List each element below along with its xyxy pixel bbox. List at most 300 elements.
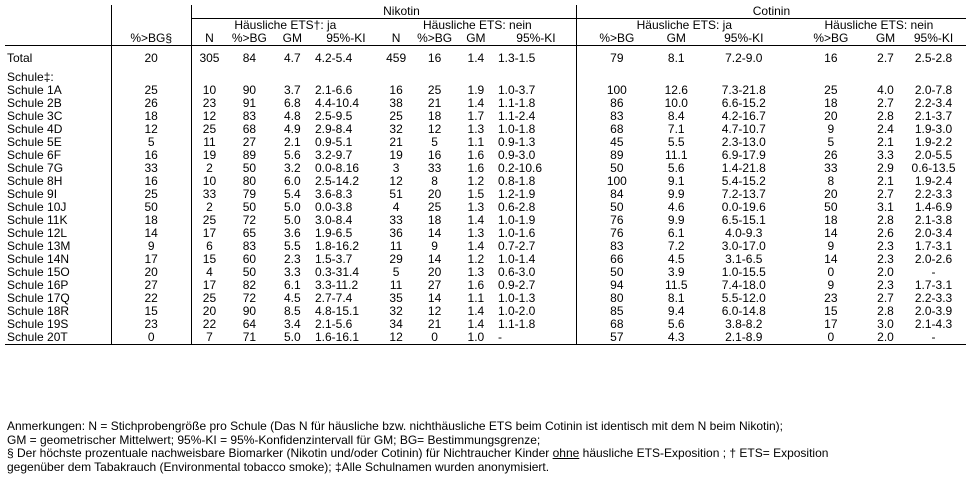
column-header: %>BG [227, 32, 272, 46]
row-label: Schule 18R [7, 304, 70, 318]
table-cell: 3.9 [667, 265, 685, 279]
table-cell: 72 [242, 291, 257, 305]
table-cell: 2.8 [877, 213, 894, 227]
table-cell: 3.1-6.5 [725, 252, 763, 266]
table-cell: 1.4 [467, 51, 485, 65]
table-cell: 1.6 [467, 161, 485, 175]
table-cell: 18 [824, 96, 838, 110]
note-line-3b: häusliche ETS-Exposition ; † ETS= Exposition [579, 446, 829, 460]
table-cell: 4.8-15.1 [314, 304, 360, 318]
table-cell: 14 [427, 252, 442, 266]
header-row-1 [5, 5, 966, 19]
table-cell: 2 [191, 162, 227, 175]
table-cell: 1.4-6.9 [914, 200, 953, 214]
table-cell: 3.2 [283, 161, 301, 175]
table-cell: 2.1 [283, 135, 301, 149]
table-cell: 2.4 [877, 122, 894, 136]
table-cell: 2.9 [877, 161, 894, 175]
column-header: GM [272, 32, 313, 46]
table-cell: 5.0 [283, 213, 301, 227]
table-cell: 4.7 [283, 51, 301, 65]
table-cell: 20 [111, 52, 191, 65]
table-cell: 83 [242, 239, 257, 253]
table-cell: 3.0 [877, 317, 894, 331]
table-cell: 7.2 [667, 239, 685, 253]
table-cell: 1.3 [467, 226, 485, 240]
table-cell: 83 [576, 240, 656, 253]
column-header: 95%-KI [901, 32, 966, 46]
table-cell: 6.8 [283, 96, 301, 110]
table-cell: 83 [242, 109, 257, 123]
table-cell: 33 [191, 188, 227, 201]
table-cell: 2.1-8.9 [696, 331, 792, 345]
table-cell: 34 [389, 317, 403, 331]
table-cell: 2.0-5.5 [914, 148, 953, 162]
table-cell: 0.0-8.16 [314, 161, 360, 175]
table-cell: 0.7-2.7 [497, 239, 536, 253]
table-cell: 5.5 [667, 135, 685, 149]
table-cell: 65 [242, 226, 257, 240]
table-cell: 10 [191, 84, 227, 97]
table-cell: 1.1-1.8 [497, 96, 536, 110]
table-cell: 2.7 [877, 187, 894, 201]
table-cell: 20 [111, 266, 191, 279]
table-cell: 0.9-2.7 [497, 278, 536, 292]
table-cell: 1.9-6.5 [314, 226, 353, 240]
table-cell: 82 [242, 278, 257, 292]
table-cell: 6.0-14.8 [721, 304, 766, 318]
cotinin-header [576, 5, 966, 19]
table-cell: 4.2-5.4 [314, 51, 353, 65]
table-cell: 0 [413, 331, 455, 345]
table-cell: 12 [427, 122, 442, 136]
table-cell: 1.0-2.0 [497, 304, 536, 318]
nikotin-header: Nikotin [383, 4, 420, 18]
table-cell: 9 [827, 278, 835, 292]
table-cell: 71 [227, 331, 272, 345]
table-cell: 86 [576, 97, 656, 110]
table-cell: 0.0-3.8 [314, 200, 353, 214]
row-label: Schule 2B [7, 96, 62, 110]
table-cell: 15 [111, 305, 191, 318]
cotinin-ja-header: Häusliche ETS: ja [576, 19, 791, 33]
table-cell: 20 [427, 187, 442, 201]
table-cell: 22 [111, 292, 191, 305]
table-cell: 1.0-15.5 [721, 265, 766, 279]
table-cell: 305 [191, 52, 227, 65]
table-cell: 14 [427, 291, 442, 305]
table-cell: 1.4 [467, 317, 485, 331]
row-label: Schule 11K [7, 213, 68, 227]
table-cell: 32 [389, 304, 403, 318]
table-cell: 2.8 [877, 304, 894, 318]
row-label: Schule 7G [7, 161, 64, 175]
column-header: %>BG [792, 32, 870, 46]
table-cell: 80 [576, 292, 656, 305]
table-cell: 12 [111, 123, 191, 136]
table-cell: 2.7 [877, 291, 894, 305]
table-cell: 45 [576, 136, 656, 149]
row-label: Schule 8H [7, 174, 63, 188]
table-cell: 1.7-3.1 [914, 278, 953, 292]
column-header: GM [870, 32, 901, 46]
table-cell: 18 [111, 110, 191, 123]
nikotin-nein-header: Häusliche ETS: nein [379, 19, 577, 33]
row-label: Schule 9I [7, 187, 58, 201]
table-cell: 14 [824, 226, 838, 240]
table-cell: 18 [824, 213, 838, 227]
table-cell: 1.5 [467, 187, 485, 201]
note-line-3 [7, 447, 967, 461]
table-cell: 1.0-1.9 [497, 213, 536, 227]
table-cell: 23 [111, 318, 191, 331]
row-label: Schule 16P [7, 278, 69, 292]
column-header: N [379, 32, 414, 46]
table-cell: 1.9-2.2 [914, 135, 953, 149]
table-cell: 1.2 [467, 252, 485, 266]
table-cell: 2.8 [877, 109, 894, 123]
table-cell: 5.6 [667, 161, 685, 175]
table-cell: 14 [427, 226, 442, 240]
schools-label: Schule‡: [7, 70, 54, 84]
table-cell: 6.1 [667, 226, 685, 240]
table-cell: 2.7-7.4 [314, 291, 353, 305]
table-cell: 17 [111, 253, 191, 266]
table-cell: 2.3 [877, 252, 894, 266]
table-cell: 1.1 [467, 291, 485, 305]
table-cell: 35 [389, 291, 403, 305]
table-cell: 5.4 [283, 187, 301, 201]
table-cell: 5.0 [283, 200, 301, 214]
table-cell: 3.6-8.3 [314, 187, 353, 201]
table-cell: 5 [111, 136, 191, 149]
table-cell: 2.2-3.3 [914, 291, 953, 305]
table-cell: 1.0-1.8 [497, 122, 536, 136]
table-cell: - [901, 331, 966, 345]
table-cell: 2.3 [877, 239, 894, 253]
table-cell: 76 [576, 214, 656, 227]
note-line-3a: § Der höchste prozentuale nachweisbare Biomarker (Nikotin und/oder Cotinin) für Nichtraucher Kinder [7, 446, 553, 460]
table-cell: 26 [111, 97, 191, 110]
table-cell: 10 [191, 175, 227, 188]
table-cell: 12 [389, 174, 403, 188]
table-cell: 100 [576, 84, 656, 97]
table-cell: 3 [392, 161, 400, 175]
table-cell: 5.6 [667, 317, 685, 331]
table-cell: 21 [389, 135, 403, 149]
table-cell: 91 [242, 96, 257, 110]
table-cell: 12 [427, 304, 442, 318]
table-cell: 14 [111, 227, 191, 240]
table-cell: 8 [827, 174, 835, 188]
table-cell: 79 [242, 187, 257, 201]
table-cell: 1.7-3.1 [914, 239, 953, 253]
table-cell: 11.5 [665, 278, 688, 292]
table-cell: 1.1-1.8 [497, 317, 536, 331]
table-cell: 4.6 [667, 200, 685, 214]
table-cell: 6.1 [283, 278, 301, 292]
table-cell: 90 [242, 83, 257, 97]
table-cell: 50 [576, 162, 656, 175]
table-cell: 4.3 [657, 331, 696, 345]
table-cell: 0 [111, 331, 191, 345]
table-cell: 1.4 [467, 304, 485, 318]
table-cell: 1.2 [467, 174, 485, 188]
table-cell: 1.6 [467, 148, 485, 162]
row-label: Schule 4D [7, 122, 63, 136]
table-cell: 4.9 [283, 122, 301, 136]
table-cell: 3.0-17.0 [721, 239, 766, 253]
table-cell: 2.0 [877, 265, 894, 279]
table-cell: 3.0-8.4 [314, 213, 353, 227]
table-cell: 5.0 [272, 331, 313, 345]
table-cell: 3.6 [283, 226, 301, 240]
table-cell: 2.1-4.3 [914, 317, 953, 331]
table-cell: 33 [824, 161, 838, 175]
table-cell: 50 [576, 201, 656, 214]
table-cell: 25 [427, 83, 442, 97]
table-cell: 100 [576, 175, 656, 188]
table-cell: 8 [431, 174, 438, 188]
row-label: Schule 3C [7, 109, 63, 123]
table-cell: 8.1 [667, 291, 685, 305]
table-cell: 12.6 [664, 83, 688, 97]
table-cell: 19 [191, 149, 227, 162]
table-cell: 1.9 [467, 83, 485, 97]
table-cell: 4.0 [877, 83, 894, 97]
table-cell: 18 [111, 214, 191, 227]
table-cell: 1.0-1.4 [497, 252, 536, 266]
table-cell: 20 [191, 305, 227, 318]
table-cell: 15 [824, 304, 838, 318]
table-cell: 25 [191, 214, 227, 227]
header-row-3 [5, 32, 966, 46]
table-cell: 3.3 [283, 265, 301, 279]
table-cell: 0 [792, 331, 870, 345]
column-header: N [191, 32, 227, 46]
table-cell: 1.3 [467, 122, 485, 136]
table-cell: 18 [427, 213, 442, 227]
table-cell: 4.4-10.4 [314, 96, 360, 110]
table-cell: 1.0-3.7 [497, 83, 536, 97]
row-label: Schule 6F [7, 148, 62, 162]
row-label: Schule 15O [7, 265, 70, 279]
table-cell: 9 [827, 239, 835, 253]
table-cell: 2.7 [877, 51, 894, 65]
row-label: Schule 12L [7, 226, 68, 240]
table-cell: 9 [111, 240, 191, 253]
row-label: Schule 19S [7, 317, 69, 331]
table-cell: 50 [111, 201, 191, 214]
table-cell: 5 [827, 135, 835, 149]
table-cell: 1.9-3.0 [914, 122, 953, 136]
table-cell: 2.1-5.6 [314, 317, 353, 331]
table-cell: 6.5-15.1 [721, 213, 766, 227]
table-cell: 3.7 [283, 83, 301, 97]
table-cell: 8.5 [283, 304, 301, 318]
table-cell: 38 [389, 96, 403, 110]
table-cell: 2.7 [877, 96, 894, 110]
table-cell: 9 [431, 239, 438, 253]
table-cell: 79 [576, 52, 656, 65]
table-cell: 1.4 [467, 239, 485, 253]
table-cell: 3.1 [877, 200, 894, 214]
table-cell: 23 [824, 291, 838, 305]
table-cell: 7.3-21.8 [721, 83, 766, 97]
table-cell: 6 [191, 240, 227, 253]
column-header: GM [456, 32, 496, 46]
table-cell: - [496, 331, 576, 345]
table-cell: 3.8-8.2 [725, 317, 763, 331]
table-notes [7, 420, 967, 474]
table-row [5, 331, 966, 345]
table-cell: 1.5-3.7 [314, 252, 353, 266]
header-blank [5, 32, 111, 46]
table-cell: 9.9 [667, 213, 685, 227]
table-cell: 2.1 [877, 174, 894, 188]
table-cell: 3.3-11.2 [314, 278, 359, 292]
table-cell: 4.5 [667, 252, 685, 266]
note-line-3-underlined: ohne [552, 446, 580, 460]
table-cell: 0 [827, 265, 835, 279]
table-cell: 8.1 [667, 51, 685, 65]
table-cell: 1.0 [456, 331, 496, 345]
table-cell: 68 [242, 122, 257, 136]
table-cell: 16 [427, 148, 442, 162]
table-cell: 2.3 [283, 252, 301, 266]
table-cell: 84 [576, 188, 656, 201]
note-line-1: Anmerkungen: N = Stichprobengröße pro Schule (Das N für häusliche bzw. nichthäusliche ETS beim Cotinin ist identisch mit dem N beim Nikotin); [7, 419, 784, 433]
column-header: %>BG [576, 32, 656, 46]
table-cell: 16 [111, 149, 191, 162]
table-cell: 17 [191, 279, 227, 292]
table-cell: 8.4 [667, 109, 685, 123]
table-cell: 0.6-13.5 [911, 161, 956, 175]
table-cell: 21 [427, 96, 442, 110]
table-cell: 16 [111, 175, 191, 188]
table-cell: 25 [191, 123, 227, 136]
table-cell: 1.8-16.2 [314, 239, 360, 253]
table-cell: 11 [389, 278, 403, 292]
table-cell: 50 [242, 200, 257, 214]
table-cell: 20 [427, 265, 442, 279]
row-label: Schule 1A [7, 83, 62, 97]
table-cell: - [931, 265, 936, 279]
note-line-2: GM = geometrischer Mittelwert; 95%-KI = 95%-Konfidenzintervall für GM; BG= Bestimmungsgrenze; [7, 432, 541, 447]
header-row-2 [5, 19, 966, 33]
column-header: %>BG§ [111, 32, 191, 46]
table-cell: 12 [191, 110, 227, 123]
row-label: Schule 14N [7, 252, 70, 266]
table-cell: 1.7 [467, 109, 485, 123]
table-cell: 27 [427, 278, 442, 292]
column-header: %>BG [413, 32, 455, 46]
table-cell: 26 [824, 148, 838, 162]
table-cell: 33 [427, 161, 442, 175]
table-cell: 3.3 [877, 148, 894, 162]
table-cell: 5.5 [283, 239, 301, 253]
table-cell: 6.9-17.9 [721, 148, 766, 162]
table-cell: 9.9 [667, 187, 685, 201]
column-header: 95%-KI [313, 32, 379, 46]
table-cell: 2.0 [870, 331, 901, 345]
table-cell: 20 [824, 187, 838, 201]
table-cell: 2.2-3.4 [914, 96, 953, 110]
table-cell: 4.2-16.7 [721, 109, 766, 123]
table-cell: 5 [392, 265, 400, 279]
column-header: 95%-KI [496, 32, 576, 46]
table-cell: 7.2-9.0 [725, 51, 763, 65]
row-label: Schule 20T [5, 331, 111, 345]
table-cell: 2.5-14.2 [314, 174, 360, 188]
table-cell: 459 [386, 51, 407, 65]
table-cell: 7.1 [667, 122, 685, 136]
table-cell: 22 [191, 318, 227, 331]
table-cell: 2.5-9.5 [314, 109, 353, 123]
table-cell: 50 [242, 161, 257, 175]
table-cell: 2.1-6.6 [314, 83, 353, 97]
table-cell: 50 [242, 265, 257, 279]
table-cell: 10.0 [664, 96, 688, 110]
table-cell: 0.9-3.0 [497, 148, 536, 162]
table-cell: 0.9-1.3 [497, 135, 536, 149]
table-cell: 2.1-3.7 [914, 109, 953, 123]
table-cell: 2.2-3.3 [914, 187, 953, 201]
table-cell: 1.3 [467, 265, 485, 279]
table-cell: 16 [427, 51, 442, 65]
table-cell: 4 [392, 200, 400, 214]
table-cell: 50 [824, 200, 838, 214]
table-cell: 66 [576, 253, 656, 266]
table-cell: 11 [191, 136, 227, 149]
cotinin-header-label: Cotinin [752, 4, 791, 18]
table-cell: 4 [191, 266, 227, 279]
table-cell: 5.6 [283, 148, 301, 162]
table-cell: 0.2-10.6 [497, 161, 543, 175]
table-cell: 32 [389, 122, 403, 136]
table-cell: 2.3-13.0 [721, 135, 766, 149]
table-cell: 7.2-13.7 [721, 187, 766, 201]
table-cell: 1.4 [467, 213, 485, 227]
table-cell: 15 [191, 253, 227, 266]
table-cell: 4.0-9.3 [725, 226, 763, 240]
table-cell: 50 [576, 266, 656, 279]
total-row [5, 52, 966, 65]
table-cell: 25 [191, 292, 227, 305]
table-cell: 90 [242, 304, 257, 318]
table-cell: 19 [389, 148, 403, 162]
row-label: Schule 13M [7, 239, 71, 253]
table-cell: 5.5-12.0 [721, 291, 766, 305]
table-cell: 18 [427, 109, 442, 123]
table-cell: 89 [242, 148, 257, 162]
table-cell: 0.9-5.1 [314, 135, 353, 149]
table-cell: 84 [242, 51, 257, 65]
table-cell: 1.0-1.3 [497, 291, 536, 305]
table-cell: 7 [191, 331, 227, 345]
table-cell: 85 [576, 305, 656, 318]
table-cell: 0.6-2.8 [497, 200, 536, 214]
table-cell: 72 [242, 213, 257, 227]
table-cell: 1.0-1.6 [497, 226, 536, 240]
table-cell: 1.1-2.4 [497, 109, 536, 123]
table-cell: 80 [242, 174, 257, 188]
table-cell: 33 [389, 213, 403, 227]
table-cell: 25 [389, 109, 403, 123]
table-cell: 68 [576, 123, 656, 136]
table-cell: 25 [824, 83, 838, 97]
table-cell: 6.0 [283, 174, 301, 188]
